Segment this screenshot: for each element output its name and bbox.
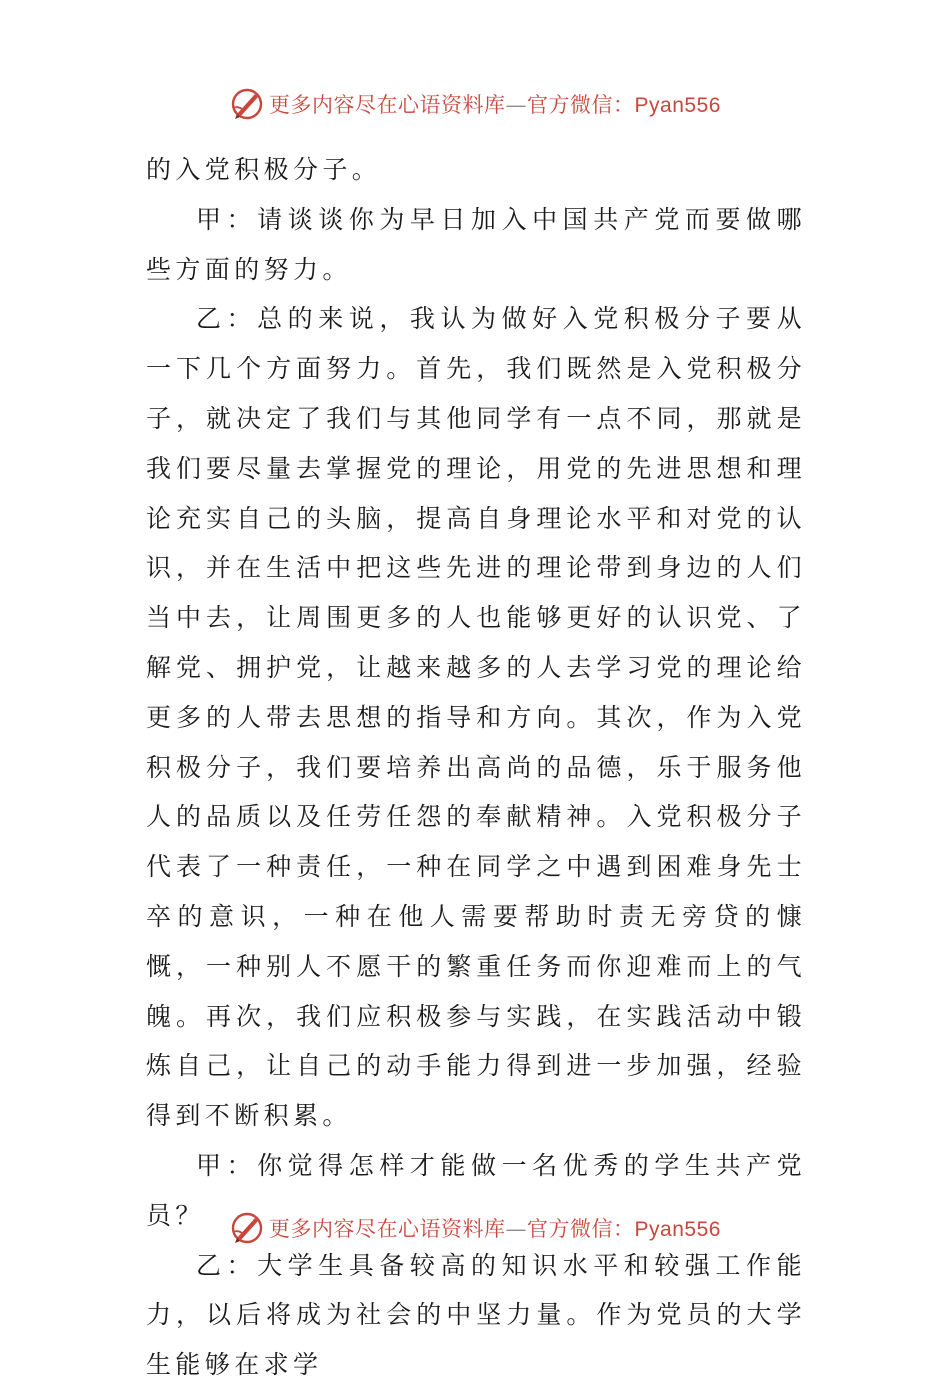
- paragraph-answer-2: 乙：大学生具备较高的知识水平和较强工作能力，以后将成为社会的中坚力量。作为党员的大学生能够在求学: [146, 1250, 806, 1380]
- footer-banner-text: [269, 1213, 721, 1243]
- footer-site-text: 更多内容尽在心语资料库: [269, 1217, 506, 1241]
- paragraph-question-2: 甲：你觉得怎样才能做一名优秀的学生共产党员？: [146, 1150, 806, 1230]
- header-separator: —: [505, 93, 528, 117]
- header-wechat-id: Pyan556: [634, 94, 721, 117]
- pen-circle-logo-icon: [229, 86, 265, 122]
- footer-wechat-id: Pyan556: [634, 1218, 721, 1241]
- footer-separator: —: [505, 1217, 528, 1241]
- pen-circle-logo-icon: [229, 1210, 265, 1246]
- paragraph-continuation: 的入党积极分子。: [146, 155, 382, 184]
- paragraph-answer-1: 乙：总的来说，我认为做好入党积极分子要从一下几个方面努力。首先，我们既然是入党积极分子，就决定了我们与其他同学有一点不同，那就是我们要尽量去掌握党的理论，用党的先进思想和理论充实自己的头脑，提高自身理论水平和对党的认识，并在生活中把这些先进的理论带到身边的人们当中去，让周围更多的人也能够更好的认识党、了解党、拥护党，让越来越多的人去学习党的理论给更多的人带去思想的指导和方向。其次，作为入党积极分子，我们要培养出高尚的品德，乐于服务他人的品质以及任劳任怨的奉献精神。入党积极分子代表了一种责任，一种在同学之中遇到困难身先士卒的意识，一种在他人需要帮助时责无旁贷的慷慨，一种别人不愿干的繁重任务而你迎难而上的气魄。再次，我们应积极参与实践，在实践活动中锻炼自己，让自己的动手能力得到进一步加强，经验得到不断积累。: [146, 304, 806, 1131]
- header-wechat-label: 官方微信：: [527, 93, 635, 117]
- footer-wechat-label: 官方微信：: [527, 1217, 635, 1241]
- header-banner: [0, 84, 950, 124]
- document-body: [146, 145, 806, 1390]
- footer-banner: [0, 1208, 950, 1248]
- paragraph-question-1: 甲：请谈谈你为早日加入中国共产党而要做哪些方面的努力。: [146, 204, 806, 284]
- header-banner-text: [269, 89, 721, 119]
- header-site-text: 更多内容尽在心语资料库: [269, 93, 506, 117]
